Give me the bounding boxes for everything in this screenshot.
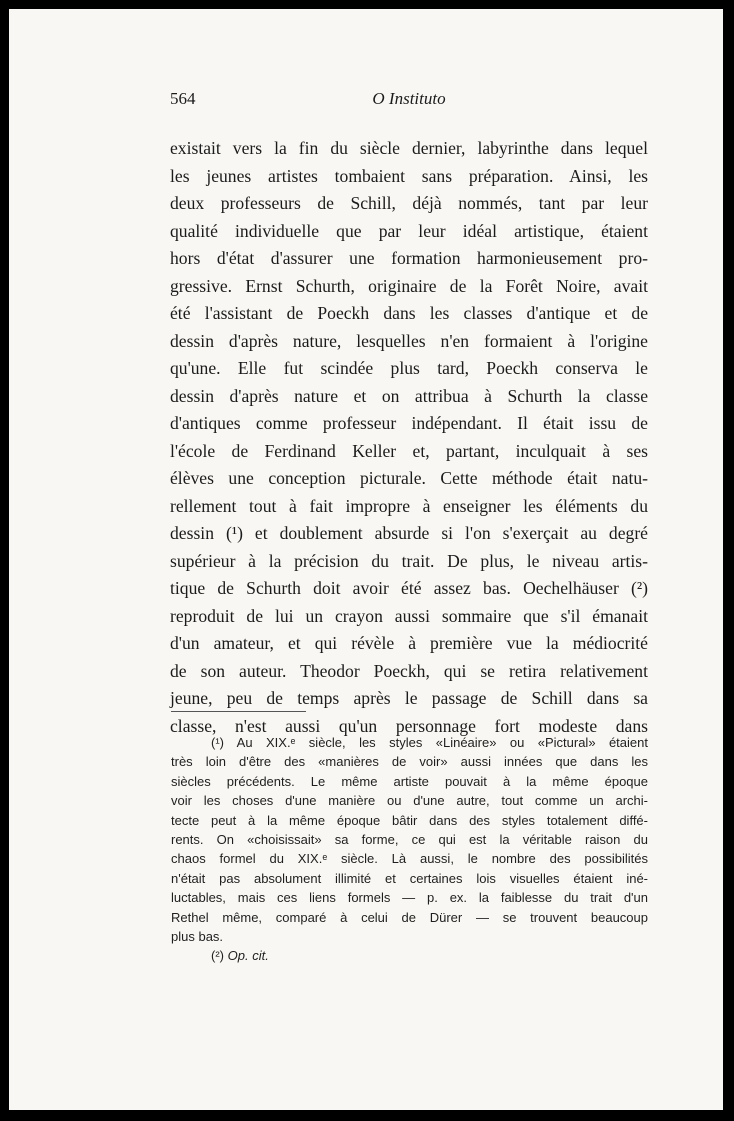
- body-line: rellement tout à fait impropre à enseigner les éléments du: [170, 495, 648, 516]
- body-line: gressive. Ernst Schurth, originaire de la Forêt Noire, avait: [170, 275, 648, 296]
- footnote-1-line: très loin d'être des «manières de voir» aussi innées que dans les: [171, 754, 648, 770]
- body-line: dessin (¹) et doublement absurde si l'on s'exerçait au degré: [170, 523, 648, 543]
- body-line: les jeunes artistes tombaient sans préparation. Ainsi, les: [170, 165, 648, 186]
- body-text: [170, 135, 648, 740]
- body-line: existait vers la fin du siècle dernier, labyrinthe dans lequel: [170, 138, 648, 158]
- body-line: élèves une conception picturale. Cette méthode était natu-: [170, 468, 648, 488]
- body-line: tique de Schurth doit avoir été assez bas. Oechelhäuser (²): [170, 578, 648, 598]
- footnote-1-line: tecte peut à la même époque bâtir dans des styles totalement diffé-: [171, 812, 648, 828]
- body-line: reproduit de lui un crayon aussi sommaire que s'il émanait: [170, 605, 648, 626]
- body-line: supérieur à la précision du trait. De plus, le niveau artis-: [170, 550, 648, 571]
- page-header: [170, 89, 648, 113]
- footnote-1-line: siècles précédents. Le même artiste pouvait à la même époque: [171, 773, 648, 789]
- body-line: qualité individuelle que par leur idéal artistique, étaient: [170, 220, 648, 241]
- footnote-1-line: chaos formel du XIX.ᵉ siècle. Là aussi, le nombre des possibilités: [171, 851, 648, 867]
- footnote-1-line: n'était pas absolument illimité et certaines lois visuelles étaient iné-: [171, 870, 648, 886]
- body-line: hors d'état d'assurer une formation harmonieusement pro-: [170, 248, 648, 268]
- body-line: jeune, peu de temps après le passage de Schill dans sa: [170, 688, 648, 708]
- body-line: classe, n'est aussi qu'un personnage fort modeste dans: [170, 715, 648, 736]
- body-line: deux professeurs de Schill, déjà nommés, tant par leur: [170, 193, 648, 213]
- running-title: O Instituto: [372, 89, 446, 108]
- footnote-2-reference: Op. cit.: [227, 948, 269, 964]
- body-line: l'école de Ferdinand Keller et, partant, inculquait à ses: [170, 440, 648, 461]
- footnote-1-line: rents. On «choisissait» sa forme, ce qui est la véritable raison du: [171, 831, 648, 847]
- body-line: qu'une. Elle fut scindée plus tard, Poeckh conserva le: [170, 358, 648, 378]
- body-line: de son auteur. Theodor Poeckh, qui se retira relativement: [170, 660, 648, 681]
- document-page: [9, 9, 723, 1110]
- footnote-1-line: (¹) Au XIX.ᵉ siècle, les styles «Linéaire» ou «Pictural» étaient: [211, 735, 648, 750]
- footnote-1-line: luctables, mais ces liens formels — p. ex. la faiblesse du trait d'un: [171, 890, 648, 906]
- body-line: dessin d'après nature, lesquelles n'en formaient à l'origine: [170, 330, 648, 351]
- page-number: 564: [170, 89, 196, 108]
- footnotes: [171, 733, 648, 966]
- body-line: d'un amateur, et qui révèle à première vue la médiocrité: [170, 633, 648, 653]
- body-line: dessin d'après nature et on attribua à Schurth la classe: [170, 385, 648, 406]
- footnote-1-line: voir les choses d'une manière ou d'une autre, tout comme un archi-: [171, 793, 648, 809]
- body-line: d'antiques comme professeur indépendant. Il était issu de: [170, 413, 648, 433]
- footnote-2-marker: (²): [211, 948, 224, 964]
- footnote-rule: [171, 711, 306, 712]
- body-line: été l'assistant de Poeckh dans les classes d'antique et de: [170, 303, 648, 323]
- footnote-1-line: Rethel même, comparé à celui de Dürer — se trouvent beaucoup: [171, 909, 648, 925]
- footnote-2: [171, 946, 648, 965]
- footnote-1-line: plus bas.: [171, 928, 224, 944]
